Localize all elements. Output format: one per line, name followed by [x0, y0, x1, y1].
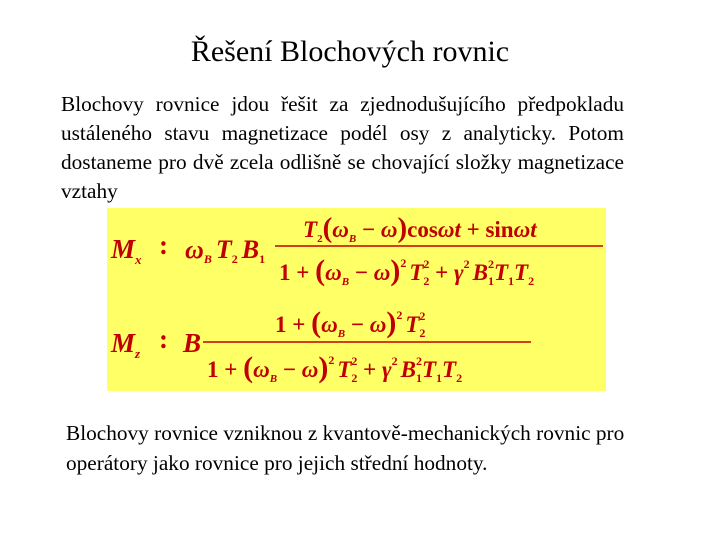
mz-colon: :	[159, 324, 168, 354]
mz-lhs: $M_z$	[111, 328, 141, 361]
mx-denominator: $1 + (\omega_B - \omega)^2$ $T^2$ $2 + \gamma^2$ $B^2$ $1T_1T_2$	[279, 254, 535, 288]
outro-paragraph: Blochovy rovnice vzniknou z kvantově-mechanických rovnic pro operátory jako rovnice pro jejich střední hodnoty.	[66, 421, 625, 475]
formula-mx	[110, 212, 603, 288]
mx-prefix: ωB T2 B1	[185, 235, 266, 266]
mz-denominator: $1 + (\omega_B - \omega)^2$ $T^2$ $2 + \gamma^2$ $B^2$ $1T_1T_2$	[207, 351, 463, 385]
slide-title: Řešení Blochových rovnic	[190, 35, 510, 68]
formula-box	[107, 208, 606, 391]
mz-prefix: B	[183, 328, 202, 358]
mx-colon: :	[159, 230, 168, 260]
mz-numerator: $1 + (\omega_B - \omega)^2$ $T^2$ 2	[275, 306, 426, 340]
mx-numerator: $T_2(\omega_B - \omega)\cos\omega t + \sin\omega t$	[303, 212, 537, 245]
intro-paragraph: Blochovy rovnice jdou řešit za zjednodušujícího předpokladu ustáleného stavu magnetizace podél osy z analyticky. Potom dostaneme pro dvě zcela odlišně se chovající složky magnetizace vztahy	[61, 92, 624, 203]
formula-mz	[110, 306, 531, 385]
formula-graphic	[107, 208, 606, 391]
mx-lhs: $M_x$	[111, 234, 142, 267]
